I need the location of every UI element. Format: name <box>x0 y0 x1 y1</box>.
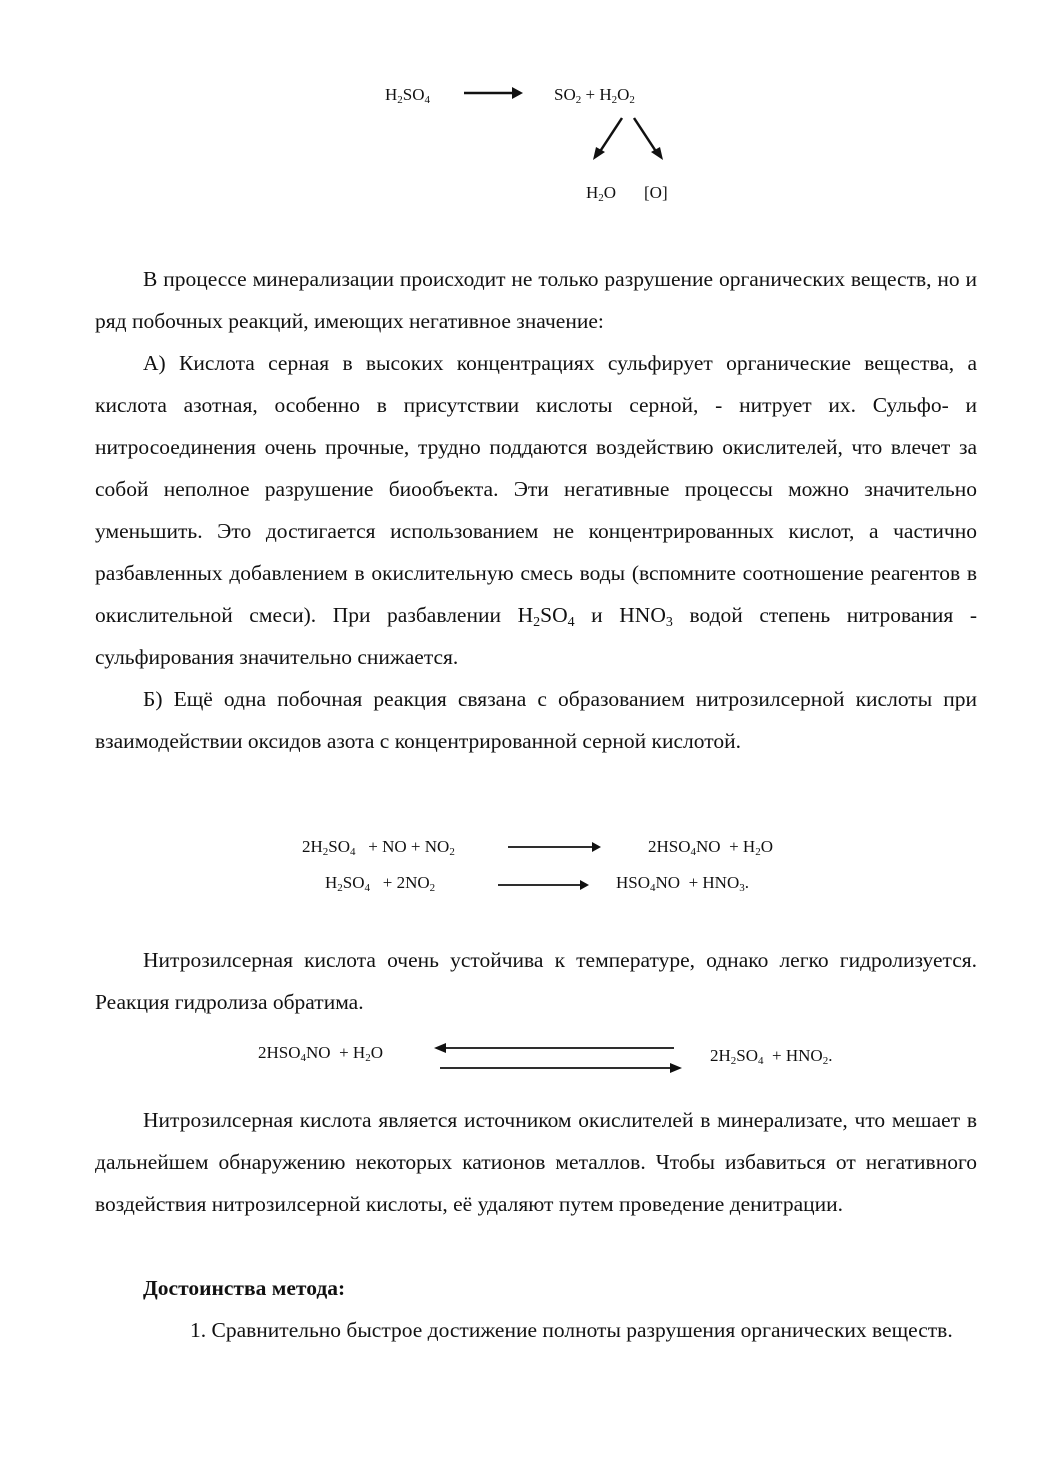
paragraph-a: А) Кислота серная в высоких концентрациях сульфирует органические вещества, а кислота азотная, особенно в присутствии кислоты серной, - нитрует их. Сульфо- и нитросоединения очень прочные, трудно поддаются воздействию окислителей, что влечет за собой неполное разрушение биообъекта. Эти негативные процессы можно значительно уменьшить. Это достигается использованием не концентрированных кислот, а частично разбавленных добавлением в окислительную смесь воды (вспомните соотношение реагентов в окислительной смеси). При разбавлении $H_2SO_4$ и $HNO_3$ водой степень нитрования - сульфирования значительно снижается. <box>95 351 978 669</box>
paragraph-hydrolysis: Нитрозилсерная кислота очень устойчива к температуре, однако легко гидролизуется. Реакция гидролиза обратима. <box>95 948 977 1014</box>
scheme2-line2-arrow <box>496 878 590 892</box>
scheme1-reactant: $H_2SO_4$ <box>385 85 431 106</box>
scheme2-line2-left: $H_2SO_4 + 2NO_2$ <box>325 873 436 894</box>
text-block-3 <box>95 1099 977 1225</box>
scheme2-line2-right: $HSO_4NO + HNO_3$. <box>616 873 749 894</box>
scheme1-split-arrows <box>588 114 668 164</box>
text-block-1 <box>95 258 977 762</box>
scheme2-line1-arrow <box>506 840 602 854</box>
scheme2-line1-left: $2H_2SO_4$ + NO + $NO_2$ <box>302 837 455 858</box>
text-block-2 <box>95 939 977 1023</box>
scheme1-arrow <box>462 85 524 101</box>
scheme1-products: $SO_2 + H_2O_2$ <box>554 85 635 106</box>
advantages-heading: Достоинства метода: <box>143 1276 346 1300</box>
scheme3-left: $2HSO_4NO + H_2O$ <box>258 1043 383 1064</box>
paragraph-mineralization: В процессе минерализации происходит не только разрушение органических веществ, но и ряд побочных реакций, имеющих негативное значение: <box>95 267 977 333</box>
scheme3-right: $2H_2SO_4 + HNO_2$. <box>710 1046 833 1067</box>
paragraph-b: Б) Ещё одна побочная реакция связана с образованием нитрозилсерной кислоты при взаимодействии оксидов азота с концентрированной серной кислотой. <box>95 687 977 753</box>
scheme3-equilibrium-arrows <box>432 1040 684 1076</box>
paragraph-denitration: Нитрозилсерная кислота является источником окислителей в минерализате, что мешает в дальнейшем обнаружению некоторых катионов металлов. Чтобы избавиться от негативного воздействия нитрозилсерной кислоты, её удаляют путем проведение денитрации. <box>95 1108 977 1216</box>
advantages-list-item: 1. Сравнительно быстрое достижение полноты разрушения органических веществ. <box>190 1318 953 1342</box>
scheme1-split-right: [O] <box>644 183 668 202</box>
scheme1-split-left: $H_2O$ <box>586 183 617 204</box>
scheme2-line1-right: $2HSO_4NO + H_2O$ <box>648 837 773 858</box>
